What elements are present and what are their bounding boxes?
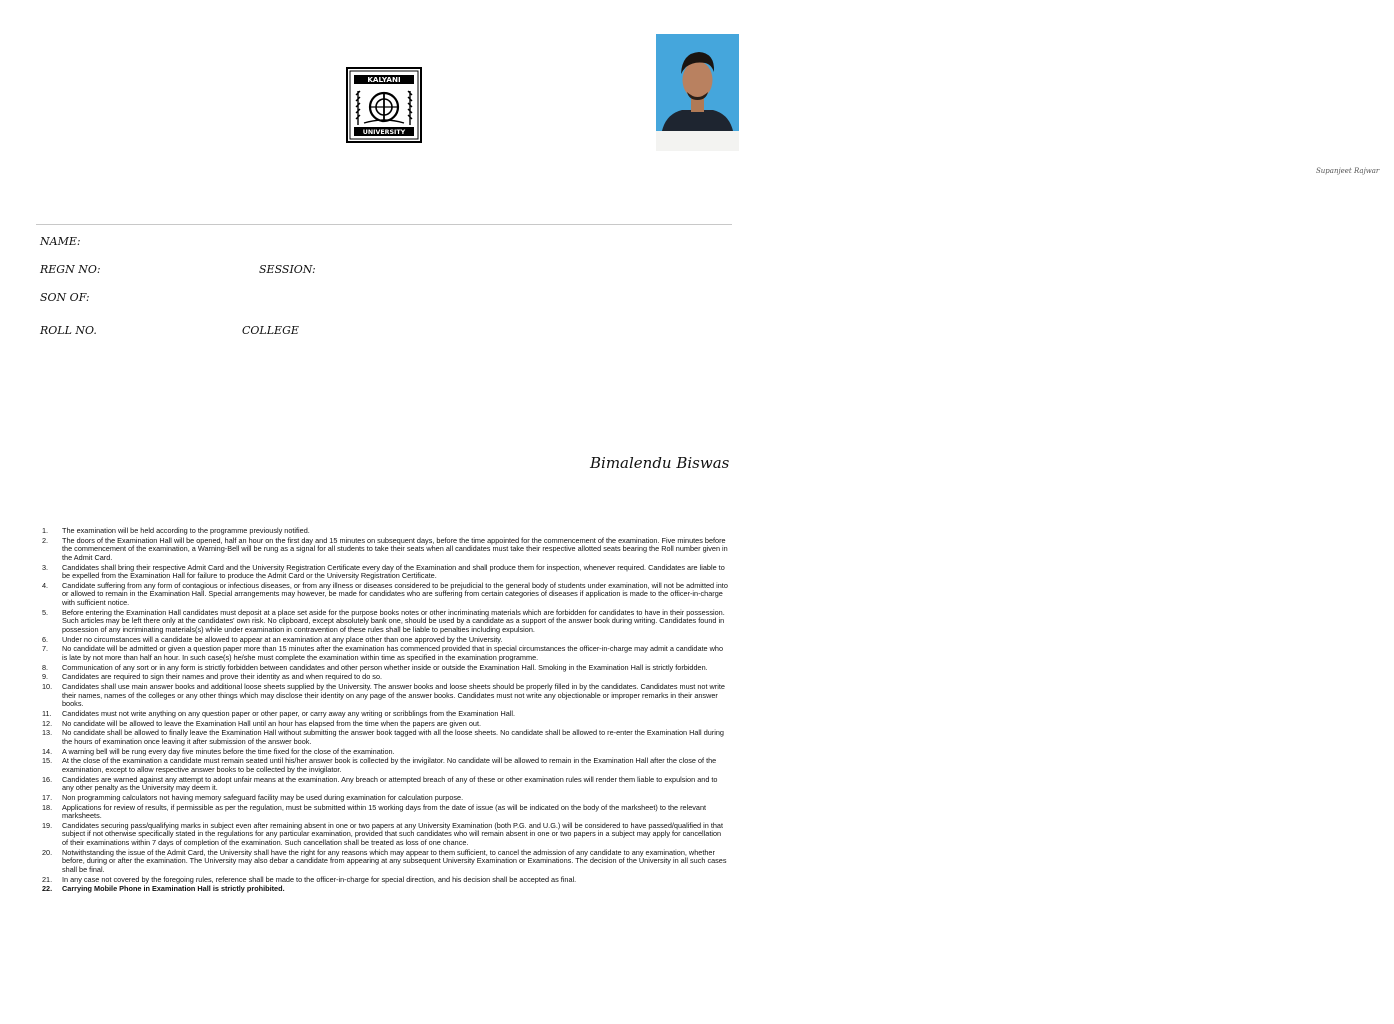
- rule-text: Carrying Mobile Phone in Examination Hall is strictly prohibited.: [62, 884, 285, 894]
- name-label: NAME:: [40, 235, 81, 248]
- rule-number: 3.: [42, 562, 49, 572]
- rule-number: 11.: [42, 708, 52, 718]
- rule-text: At the close of the examination a candidate must remain seated until his/her answer book is collected by the invigilator. No candidate will be allowed to remain in the Examination Hall after the close of the examination, except to allow respective answer books to be collected by the invigilator.: [62, 756, 717, 774]
- examination-rules-list: [36, 527, 728, 895]
- rule-item: [36, 636, 728, 645]
- header-divider: [36, 224, 732, 225]
- rule-number: 14.: [42, 746, 53, 756]
- rule-text: The doors of the Examination Hall will be opened, half an hour on the first day and 15 minutes on subsequent days, before the time appointed for the commencement of the examination. Five minutes before the commencement of the examination, a Warning-Bell will be rung as a signal for all students to take their seats when all candidates must take their respective allotted seats bearing the Roll number given in the Admit Card.: [62, 535, 728, 562]
- rule-item: [36, 804, 728, 821]
- photo-signature: Supanjeet Rajwar: [1316, 167, 1380, 175]
- seal-bottom-text: UNIVERSITY: [362, 129, 406, 137]
- rule-text: No candidate shall be allowed to finally leave the Examination Hall without submitting the answer book tagged with all the loose sheets. No candidate shall be allowed to re-enter the Examination Hall during the hours of examination once leaving it after submission of the answer book.: [62, 728, 724, 746]
- rule-text: Candidates securing pass/qualifying marks in subject even after remaining absent in one or two papers at any University Examination (both P.G. and U.G.) will be considered to have passed/qualified in that subject if not otherwise specifically stated in the regulations for any particular examination, provided that such candidates who will remain absent in one or two papers in a subject may apply for cancellation of their examinations within 7 days of completion of the examination. Such cancellation shall be treated as loss of one chance.: [62, 820, 724, 847]
- rule-text: No candidate will be admitted or given a question paper more than 15 minutes after the examination has commenced provided that in special circumstances the officer-in-charge may admit a candidate who is late by not more than half an hour. In such case(s) he/she must complete the examination within time as specified in the examination programme.: [62, 644, 723, 662]
- rule-item: [36, 710, 728, 719]
- candidate-photo: [656, 34, 1380, 175]
- seal-top-text: KALYANI: [367, 75, 401, 85]
- roll-no-label: ROLL NO.: [40, 324, 97, 337]
- rule-item: [36, 645, 728, 662]
- rule-number: 17.: [42, 792, 53, 802]
- rule-number: 10.: [42, 681, 53, 691]
- college-label: COLLEGE: [242, 324, 299, 337]
- rule-text: A warning bell will be rung every day five minutes before the time fixed for the close of the examination.: [62, 746, 395, 756]
- candidate-portrait-image: [656, 34, 739, 151]
- rule-number: 22.: [42, 884, 53, 894]
- rule-text: Candidates shall bring their respective Admit Card and the University Registration Certificate every day of the Examination and shall produce them for inspection, whenever required. Candidates are liable to be expelled from the Examination Hall for failure to produce the Admit Card or the University Registration Certificate.: [62, 562, 725, 581]
- rule-item: [36, 822, 728, 848]
- rule-number: 4.: [42, 580, 49, 590]
- rule-item: [36, 673, 728, 682]
- rule-text: In any case not covered by the foregoing rules, reference shall be made to the officer-in-charge for special direction, and his decision shall be accepted as final.: [62, 874, 577, 884]
- rule-item: [36, 527, 728, 536]
- rule-number: 6.: [42, 634, 49, 644]
- controller-signature-text: Bimalendu Biswas: [590, 454, 730, 472]
- rule-number: 20.: [42, 847, 53, 857]
- rule-number: 18.: [42, 802, 53, 812]
- rule-number: 15.: [42, 756, 53, 766]
- rule-item: [36, 582, 728, 608]
- rule-number: 21.: [42, 874, 53, 884]
- rule-item: [36, 776, 728, 793]
- rule-text: Before entering the Examination Hall candidates must deposit at a place set aside for the purpose books notes or other incriminating materials which are forbidden for candidates to have in their possession. Such articles may be left there only at the candidates' own risk. No clipboard, except absolutely bank one, should be used by a candidate as a support of the answer book during writing. Candidates found in possession of any incriminating materials(s) while under examination in contravention of these rules shall be liable to penalties including expulsion.: [62, 607, 725, 634]
- rule-text: Candidates shall use main answer books and additional loose sheets supplied by the University. The answer books and loose sheets should be properly filled in by the candidates. Candidates must not write their names, names of the colleges or any other things which may disclose their identity on any page of the answer books. Candidates must not write any objectionable or improper remarks in their answer books.: [62, 681, 725, 709]
- rule-item: [36, 748, 728, 757]
- rule-item: [36, 876, 728, 885]
- rule-text: Under no circumstances will a candidate be allowed to appear at an examination at any place other than one approved by the University.: [62, 634, 503, 644]
- rule-item: [36, 720, 728, 729]
- rule-item: [36, 664, 728, 673]
- rule-text: The examination will be held according to the programme previously notified.: [62, 526, 310, 535]
- rule-item: [36, 537, 728, 563]
- rule-number: 19.: [42, 820, 53, 830]
- rule-number: 9.: [42, 672, 49, 682]
- rule-text: Non programming calculators not having memory safeguard facility may be used during examination for calculation purpose.: [62, 792, 464, 802]
- rule-text: Candidates are warned against any attempt to adopt unfair means at the examination. Any breach or attempted breach of any of these or other examination rules will render them liable to expulsion and to any other penalty as the University may deem it.: [62, 774, 718, 793]
- rule-item: [36, 794, 728, 803]
- session-label: SESSION:: [259, 263, 316, 276]
- son-of-label: SON OF:: [40, 291, 90, 304]
- rule-item: [36, 609, 728, 635]
- rule-item: [36, 564, 728, 581]
- rule-number: 1.: [42, 526, 49, 535]
- rule-text: Candidate suffering from any form of contagious or infectious diseases, or from any illness or diseases considered to be prejudicial to the general body of students under examination, will not be admitted into or allowed to remain in the Examination Hall. Special arrangements may however, be made for candidates who are suffering from certain categories of diseases if application is made to the officer-in-charge with sufficient notice.: [62, 580, 728, 607]
- rule-number: 8.: [42, 662, 49, 672]
- rule-item: [36, 849, 728, 875]
- university-seal-logo: [346, 67, 422, 143]
- rule-number: 13.: [42, 728, 53, 738]
- rule-text: Notwithstanding the issue of the Admit Card, the University shall have the right for any reasons which may appear to them sufficient, to cancel the admission of any candidate to any examination, whether before, during or after the examination. The University may also debar a candidate from appearing at any subsequent University Examination or Examinations. The decision of the University in all such cases shall be final.: [62, 847, 727, 874]
- rule-item: [36, 757, 728, 774]
- rule-text: Applications for review of results, if permissible as per the regulation, must be submitted within 15 working days from the date of issue (as will be indicated on the body of the marksheet) to the relevant marksheets.: [62, 802, 707, 821]
- rule-item: [36, 885, 728, 894]
- rule-number: 16.: [42, 774, 53, 784]
- rule-text: No candidate will be allowed to leave the Examination Hall until an hour has elapsed from the time when the papers are given out.: [62, 718, 482, 728]
- rule-number: 12.: [42, 718, 53, 728]
- rule-item: [36, 729, 728, 746]
- regn-no-label: REGN NO:: [40, 263, 101, 276]
- rule-number: 2.: [42, 535, 49, 545]
- rule-text: Communication of any sort or in any form is strictly forbidden between candidates and other person whether inside or outside the Examination Hall. Smoking in the Examination Hall is strictly forbidden.: [62, 662, 708, 672]
- rule-number: 7.: [42, 644, 49, 654]
- controller-signature: [588, 444, 733, 476]
- rule-text: Candidates must not write anything on any question paper or other paper, or carry away any writing or scribblings from the Examination Hall.: [62, 708, 516, 718]
- rule-item: [36, 683, 728, 709]
- rule-number: 5.: [42, 607, 49, 617]
- rule-text: Candidates are required to sign their names and prove their identity as and when required to do so.: [62, 672, 383, 682]
